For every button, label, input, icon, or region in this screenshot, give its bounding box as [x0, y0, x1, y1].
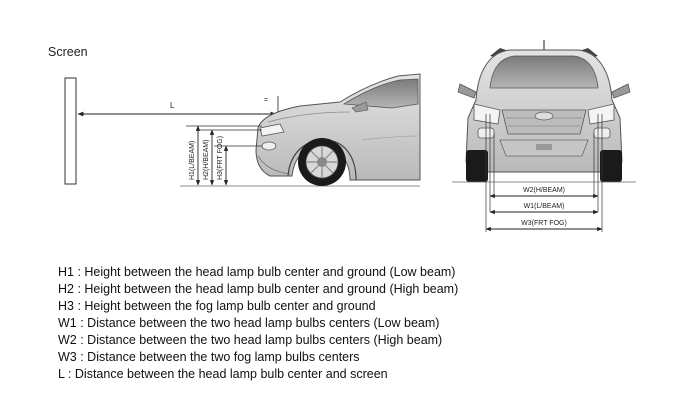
- legend-item-h1: H1 : Height between the head lamp bulb center and ground (Low beam): [58, 265, 456, 279]
- h1-label: H1(L/BEAM): [189, 140, 196, 180]
- h2-label: H2(H/BEAM): [203, 139, 210, 180]
- screen-panel: [65, 78, 76, 184]
- legend-item-w1: W1 : Distance between the two head lamp bulbs centers (Low beam): [58, 316, 440, 330]
- w3-label: W3(FRT FOG): [521, 220, 567, 227]
- w2-label: W2(H/BEAM): [523, 187, 565, 194]
- equal-mark: =: [264, 97, 269, 104]
- screen-label: Screen: [48, 45, 88, 59]
- legend-item-w3: W3 : Distance between the two fog lamp bulbs centers: [58, 350, 360, 364]
- legend-item-h2: H2 : Height between the head lamp bulb center and ground (High beam): [58, 282, 459, 296]
- legend-item-l: L : Distance between the head lamp bulb center and screen: [58, 367, 388, 381]
- car-side-view: [256, 74, 420, 186]
- legend-item-h3: H3 : Height between the fog lamp bulb center and ground: [58, 299, 376, 313]
- h3-label: H3(FRT FOG): [217, 135, 224, 180]
- w1-label: W1(L/BEAM): [523, 203, 565, 210]
- car-front-view: [458, 40, 630, 182]
- legend-item-w2: W2 : Distance between the two head lamp bulbs centers (High beam): [58, 333, 443, 347]
- distance-label: L: [170, 101, 175, 110]
- legend-list: [58, 264, 458, 383]
